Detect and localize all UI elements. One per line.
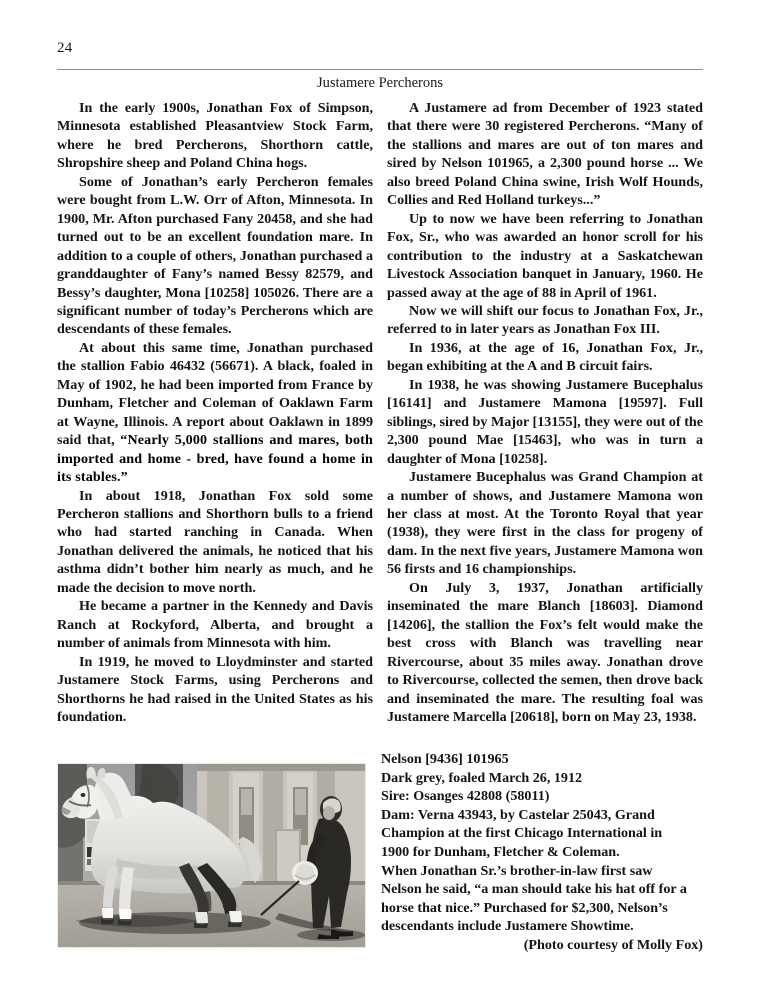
caption-line: Nelson [9436] 101965 xyxy=(381,751,509,767)
paragraph: Up to now we have been referring to Jonathan Fox, Sr., who was awarded an honor scroll for his contribution to the industry at a Saskatchewan Livestock Association banquet in January, 1960. He passed away at the age of 88 in April of 1961. xyxy=(387,210,703,301)
paragraph: In the early 1900s, Jonathan Fox of Simpson, Minnesota established Pleasantview Stock Farm, where he bred Percherons, Shorthorn cattle, Shropshire sheep and Poland China hogs. xyxy=(57,100,373,172)
body-column-right xyxy=(387,99,703,726)
caption-line: horse that nice.” Purchased for $2,300, Nelson’s xyxy=(381,899,668,916)
paragraph: A Justamere ad from December of 1923 stated that there were 30 registered Percherons. “Many of the stallions and mares are out of ton mares and sired by Nelson 101965, a 2,300 pound horse ... We also breed Poland China swine, Irish Wolf Hounds, Collies and Red Holland turkeys...” xyxy=(387,100,703,209)
caption-line: Dam: Verna 43943, by Castelar 25043, Grand xyxy=(381,806,655,823)
paragraph: He became a partner in the Kennedy and Davis Ranch at Rockyford, Alberta, and brought a number of animals from Minnesota with him. xyxy=(57,598,373,652)
paragraph: Some of Jonathan’s early Percheron females were bought from L.W. Orr of Afton, Minnesota. In 1900, Mr. Afton purchased Fany 20458, and she had turned out to be an excellent foundation mare. In addition to a couple of others, Jonathan purchased a granddaughter of Fany’s named Bessy 82579, and Bessy’s daughter, Mona [10258] 105026. There are a significant number of today’s Percherons which are descendants of these females. xyxy=(57,173,373,338)
page-number: 24 xyxy=(57,40,73,56)
caption-line: 1900 for Dunham, Fletcher & Coleman. xyxy=(381,843,620,860)
inline-quotation: “Nearly 5,000 stallions and mares, both imported and home - bred, have found a home in its stables.” xyxy=(57,432,373,486)
caption-line: When Jonathan Sr.’s brother-in-law first saw xyxy=(381,862,653,879)
paragraph: In 1936, at the age of 16, Jonathan Fox, Jr., began exhibiting at the A and B circuit fairs. xyxy=(387,339,703,375)
running-head: Justamere Percherons xyxy=(316,75,444,91)
paragraph: In about 1918, Jonathan Fox sold some Percheron stallions and Shorthorn bulls to a friend who had started ranching in Canada. When Jonathan delivered the animals, he noticed that his asthma didn’t bother him nearly as much, and he made the decision to move north. xyxy=(57,487,373,596)
photo-credit: (Photo courtesy of Molly Fox) xyxy=(523,936,703,953)
paragraph: Now we will shift our focus to Jonathan Fox, Jr., referred to in later years as Jonathan Fox III. xyxy=(387,302,703,338)
caption-line: Nelson he said, “a man should take his hat off for a xyxy=(381,881,687,898)
photograph-artwork xyxy=(57,763,366,948)
paragraph: In 1938, he was showing Justamere Bucephalus [16141] and Justamere Mamona [19597]. Full siblings, sired by Major [13155], they were out of the 2,300 pound Mae [15463], who was in turn a daughter of Mona [10258]. xyxy=(387,376,703,467)
caption-line: Sire: Osanges 42808 (58011) xyxy=(381,788,550,805)
caption-line: Dark grey, foaled March 26, 1912 xyxy=(381,769,583,786)
photograph-nelson xyxy=(57,763,366,948)
paragraph: Justamere Bucephalus was Grand Champion at a number of shows, and Justamere Mamona won her class at most. At the Toronto Royal that year (1938), they were first in the class for progeny of dam. In the next five years, Justamere Mamona won 56 firsts and 16 championships. xyxy=(387,469,703,578)
caption-line: descendants include Justamere Showtime. xyxy=(381,918,634,935)
photo-caption xyxy=(381,750,703,955)
body-column-left xyxy=(57,99,373,726)
caption-line: Champion at the first Chicago International in xyxy=(381,825,663,842)
paragraph: On July 3, 1937, Jonathan artificially inseminated the mare Blanch [18603]. Diamond [14206], the stallion the Fox’s felt would make the best cross with Blanch was travelling near Rivercourse, about 35 miles away. Jonathan drove to Rivercourse, collected the semen, then drove back and inseminated the mare. The resulting foal was Justamere Marcella [20618], born on May 23, 1938. xyxy=(387,579,703,725)
paragraph-with-quote xyxy=(57,339,373,487)
header-rule xyxy=(57,69,703,70)
paragraph-text: At about this same time, Jonathan purchased the stallion Fabio 46432 (56671). A black, foaled in May of 1902, he had been imported from France by Dunham, Fletcher and Coleman of Oaklawn Farm at Wayne, Illinois. A report about Oaklawn in 1899 said that, xyxy=(57,339,373,449)
paragraph: In 1919, he moved to Lloydminster and started Justamere Stock Farms, using Percherons and Shorthorns he had raised in the United States as his foundation. xyxy=(57,653,373,725)
